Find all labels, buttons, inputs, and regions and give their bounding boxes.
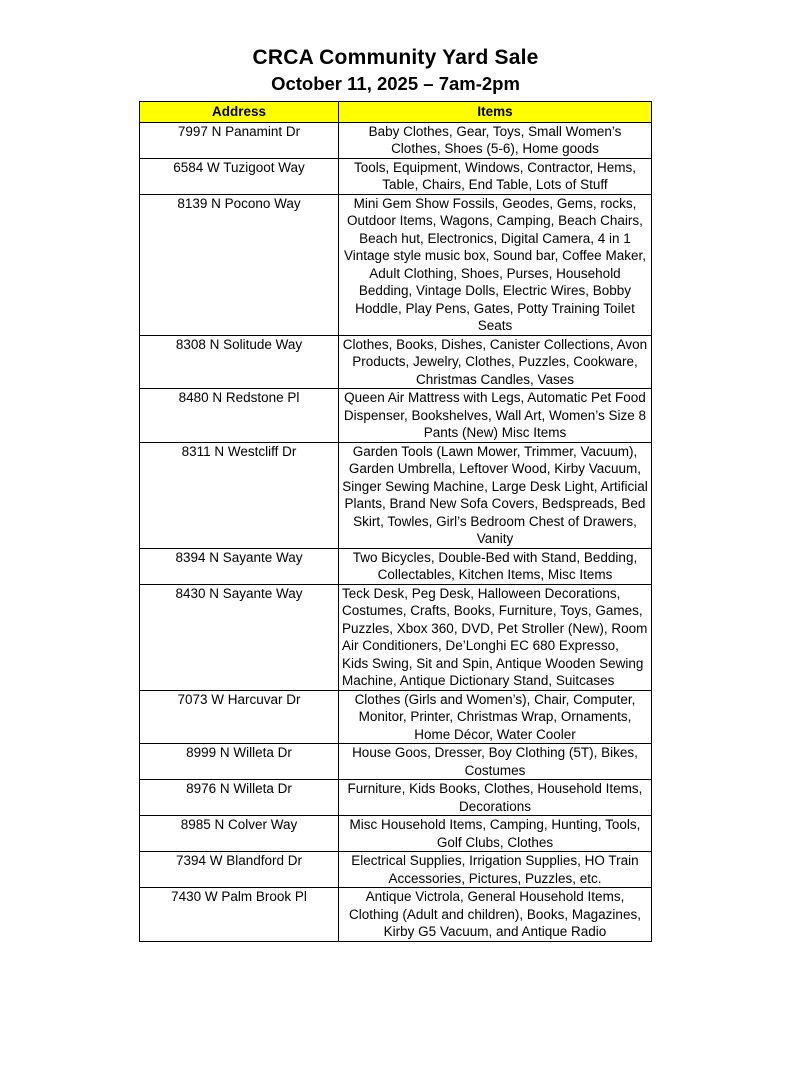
items-cell: Electrical Supplies, Irrigation Supplies, HO Train Accessories, Pictures, Puzzles, etc.	[339, 852, 652, 888]
table-row	[140, 158, 652, 194]
items-cell: Mini Gem Show Fossils, Geodes, Gems, rocks, Outdoor Items, Wagons, Camping, Beach Chairs, Beach hut, Electronics, Digital Camera, 4 in 1 Vintage style music box, Sound bar, Coffee Maker, Adult Clothing, Shoes, Purses, Household Bedding, Vintage Dolls, Electric Wires, Bobby Hoddle, Play Pens, Gates, Potty Training Toilet Seats	[339, 194, 652, 335]
table-row	[140, 442, 652, 548]
yard-sale-table	[139, 101, 652, 942]
column-header-items: Items	[339, 101, 652, 122]
items-cell: Two Bicycles, Double-Bed with Stand, Bedding, Collectables, Kitchen Items, Misc Items	[339, 548, 652, 584]
items-cell: Garden Tools (Lawn Mower, Trimmer, Vacuum), Garden Umbrella, Leftover Wood, Kirby Vacuum, Singer Sewing Machine, Large Desk Light, Artificial Plants, Brand New Sofa Covers, Bedspreads, Bed Skirt, Towles, Girl’s Bedroom Chest of Drawers, Vanity	[339, 442, 652, 548]
table-row	[140, 548, 652, 584]
items-cell: Clothes (Girls and Women’s), Chair, Computer, Monitor, Printer, Christmas Wrap, Ornaments, Home Décor, Water Cooler	[339, 690, 652, 744]
items-cell: Antique Victrola, General Household Items, Clothing (Adult and children), Books, Magazines, Kirby G5 Vacuum, and Antique Radio	[339, 888, 652, 942]
table-body	[140, 122, 652, 941]
items-cell: House Goos, Dresser, Boy Clothing (5T), Bikes, Costumes	[339, 744, 652, 780]
table-row	[140, 122, 652, 158]
address-cell: 8976 N Willeta Dr	[140, 780, 339, 816]
address-cell: 8999 N Willeta Dr	[140, 744, 339, 780]
items-cell: Furniture, Kids Books, Clothes, Household Items, Decorations	[339, 780, 652, 816]
table-row	[140, 335, 652, 389]
page-title: CRCA Community Yard Sale	[252, 46, 539, 69]
address-cell: 8139 N Pocono Way	[140, 194, 339, 335]
column-header-address: Address	[140, 101, 339, 122]
table-row	[140, 194, 652, 335]
address-cell: 8430 N Sayante Way	[140, 584, 339, 690]
items-cell: Misc Household Items, Camping, Hunting, Tools, Golf Clubs, Clothes	[339, 816, 652, 852]
items-cell: Clothes, Books, Dishes, Canister Collections, Avon Products, Jewelry, Clothes, Puzzles, Cookware, Christmas Candles, Vases	[339, 335, 652, 389]
items-cell: Tools, Equipment, Windows, Contractor, Hems, Table, Chairs, End Table, Lots of Stuff	[339, 158, 652, 194]
table-row	[140, 744, 652, 780]
address-cell: 7997 N Panamint Dr	[140, 122, 339, 158]
items-cell: Teck Desk, Peg Desk, Halloween Decorations, Costumes, Crafts, Books, Furniture, Toys, Games, Puzzles, Xbox 360, DVD, Pet Stroller (New), Room Air Conditioners, De’Longhi EC 680 Expresso, Kids Swing, Sit and Spin, Antique Wooden Sewing Machine, Antique Dictionary Stand, Suitcases	[339, 584, 652, 690]
address-cell: 8311 N Westcliff Dr	[140, 442, 339, 548]
address-cell: 8394 N Sayante Way	[140, 548, 339, 584]
address-cell: 6584 W Tuzigoot Way	[140, 158, 339, 194]
address-cell: 8985 N Colver Way	[140, 816, 339, 852]
table-row	[140, 816, 652, 852]
address-cell: 7394 W Blandford Dr	[140, 852, 339, 888]
table-row	[140, 690, 652, 744]
table-row	[140, 780, 652, 816]
address-cell: 8480 N Redstone Pl	[140, 389, 339, 443]
items-cell: Queen Air Mattress with Legs, Automatic Pet Food Dispenser, Bookshelves, Wall Art, Women’s Size 8 Pants (New) Misc Items	[339, 389, 652, 443]
page-subtitle: October 11, 2025 – 7am-2pm	[271, 72, 520, 94]
address-cell: 7073 W Harcuvar Dr	[140, 690, 339, 744]
table-row	[140, 852, 652, 888]
table-row	[140, 389, 652, 443]
table-row	[140, 888, 652, 942]
document-page	[0, 45, 791, 942]
address-cell: 8308 N Solitude Way	[140, 335, 339, 389]
table-header-row	[140, 101, 652, 122]
address-cell: 7430 W Palm Brook Pl	[140, 888, 339, 942]
table-row	[140, 584, 652, 690]
items-cell: Baby Clothes, Gear, Toys, Small Women’s Clothes, Shoes (5-6), Home goods	[339, 122, 652, 158]
